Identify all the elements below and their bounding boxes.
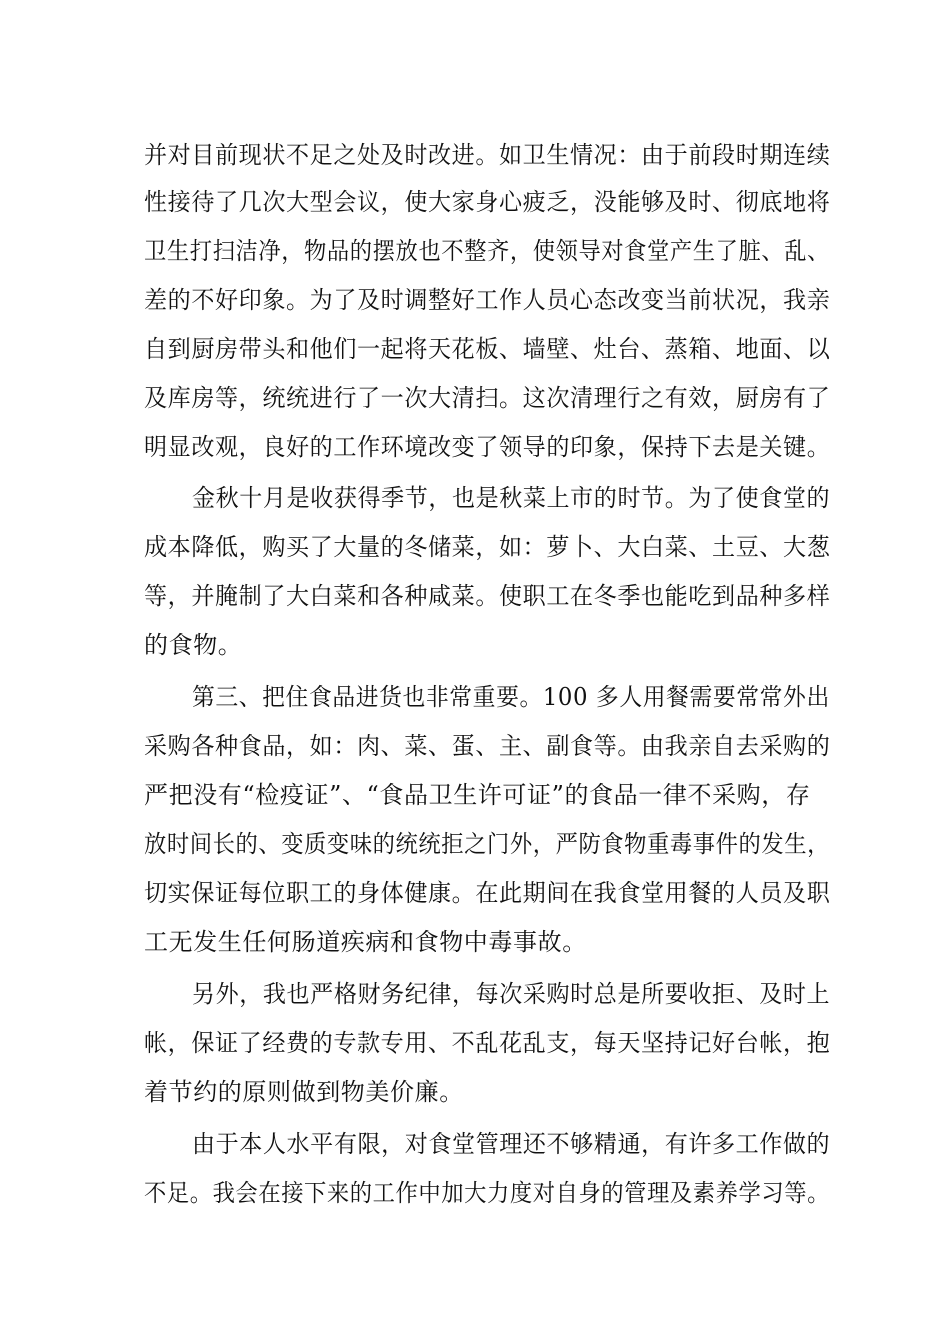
paragraph-4-line-3: 着节约的原则做到物美价廉。: [144, 1078, 464, 1106]
paragraph-1-line-5: 自到厨房带头和他们一起将天花板、墙壁、灶台、蒸箱、地面、以: [144, 335, 831, 363]
paragraph-3-line-1: 第三、把住食品进货也非常重要。100 多人用餐需要常常外出: [192, 683, 830, 711]
paragraph-4-line-2: 帐，保证了经费的专款专用、不乱花乱支，每天坚持记好台帐，抱: [144, 1029, 831, 1057]
paragraph-1-line-2: 性接待了几次大型会议，使大家身心疲乏，没能够及时、彻底地将: [144, 188, 831, 216]
paragraph-1-line-1: 并对目前现状不足之处及时改进。如卫生情况：由于前段时期连续: [144, 141, 831, 169]
paragraph-1-line-6: 及库房等，统统进行了一次大清扫。这次清理行之有效，厨房有了: [144, 384, 831, 412]
paragraph-5-line-1: 由于本人水平有限，对食堂管理还不够精通，有许多工作做的: [192, 1130, 831, 1158]
paragraph-3-line-2: 采购各种食品，如：肉、菜、蛋、主、副食等。由我亲自去采购的: [144, 732, 831, 760]
paragraph-2-line-2: 成本降低，购买了大量的冬储菜，如：萝卜、大白菜、土豆、大葱: [144, 533, 831, 561]
paragraph-3-line-3: 严把没有“检疫证”、“食品卫生许可证”的食品一律不采购，存: [144, 781, 811, 809]
paragraph-2-line-3: 等，并腌制了大白菜和各种咸菜。使职工在冬季也能吃到品种多样: [144, 582, 831, 610]
paragraph-3-line-6: 工无发生任何肠道疾病和食物中毒事故。: [144, 928, 587, 956]
paragraph-4-line-1: 另外，我也严格财务纪律，每次采购时总是所要收拒、及时上: [192, 980, 831, 1008]
paragraph-1-line-7: 明显改观，良好的工作环境改变了领导的印象，保持下去是关键。: [144, 433, 831, 461]
paragraph-2-line-4: 的食物。: [144, 631, 243, 659]
paragraph-3-line-5: 切实保证每位职工的身体健康。在此期间在我食堂用餐的人员及职: [144, 879, 831, 907]
paragraph-3-line-4: 放时间长的、变质变味的统统拒之门外，严防食物重毒事件的发生，: [144, 830, 830, 858]
paragraph-2-line-1: 金秋十月是收获得季节，也是秋菜上市的时节。为了使食堂的: [192, 484, 831, 512]
paragraph-1-line-4: 差的不好印象。为了及时调整好工作人员心态改变当前状况，我亲: [144, 286, 831, 314]
paragraph-5-line-2: 不足。我会在接下来的工作中加大力度对自身的管理及素养学习等。: [144, 1179, 830, 1207]
paragraph-1-line-3: 卫生打扫洁净，物品的摆放也不整齐，使领导对食堂产生了脏、乱、: [144, 237, 830, 265]
